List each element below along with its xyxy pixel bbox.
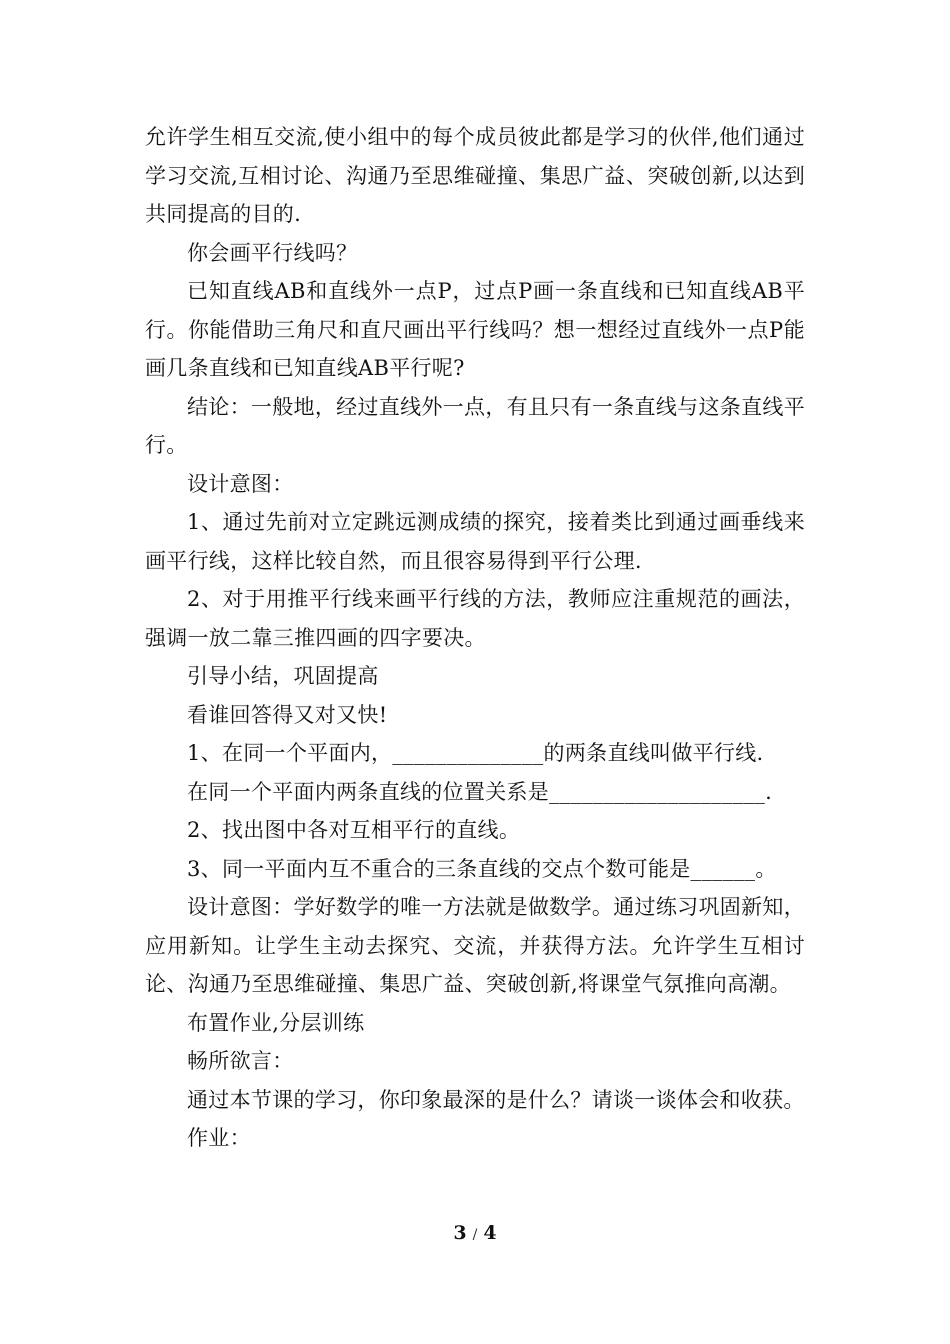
total-page-number: 4 [483, 1222, 497, 1244]
page-separator: / [472, 1227, 478, 1243]
paragraph-11: 在同一个平面内两条直线的位置关系是____________________. [187, 779, 773, 804]
paragraph-17: 通过本节课的学习，你印象最深的是什么？请谈一谈体会和收获。 [187, 1087, 805, 1112]
paragraph-10: 1、在同一个平面内，______________的两条直线叫做平行线. [187, 741, 764, 765]
page-number-footer [0, 1222, 950, 1244]
paragraph-15: 布置作业,分层训练 [187, 1010, 365, 1035]
paragraph-4: 结论：一般地，经过直线外一点，有且只有一条直线与这条直线平行。 [145, 394, 805, 457]
paragraph-8: 引导小结，巩固提高 [187, 664, 379, 688]
paragraph-18: 作业： [187, 1126, 251, 1150]
paragraph-14: 设计意图：学好数学的唯一方法就是做数学。通过练习巩固新知，应用新知。让学生主动去探究、交流，并获得方法。允许学生互相讨论、沟通乃至思维碰撞、集思广益、突破创新,将课堂气氛推向高潮。 [145, 895, 805, 996]
paragraph-13: 3、同一平面内互不重合的三条直线的交点个数可能是______。 [187, 856, 777, 881]
document-body [145, 118, 805, 1158]
paragraph-9: 看谁回答得又对又快! [187, 702, 388, 727]
paragraph-1: 允许学生相互交流,使小组中的每个成员彼此都是学习的伙伴,他们通过学习交流,互相讨论、沟通乃至思维碰撞、集思广益、突破创新,以达到共同提高的目的. [145, 125, 805, 226]
paragraph-2: 你会画平行线吗？ [187, 240, 358, 265]
paragraph-16: 畅所欲言： [187, 1049, 294, 1073]
paragraph-12: 2、找出图中各对互相平行的直线。 [187, 818, 521, 842]
paragraph-7: 2、对于用推平行线来画平行线的方法，教师应注重规范的画法，强调一放二靠三推四画的四字要决。 [145, 587, 805, 650]
paragraph-5: 设计意图： [187, 471, 294, 496]
paragraph-6: 1、通过先前对立定跳远测成绩的探究，接着类比到通过画垂线来画平行线，这样比较自然，而且很容易得到平行公理. [145, 510, 805, 573]
paragraph-3: 已知直线AB和直线外一点P，过点P画一条直线和已知直线AB平行。你能借助三角尺和直尺画出平行线吗？想一想经过直线外一点P能画几条直线和已知直线AB平行呢? [145, 279, 805, 380]
current-page-number: 3 [453, 1222, 467, 1244]
